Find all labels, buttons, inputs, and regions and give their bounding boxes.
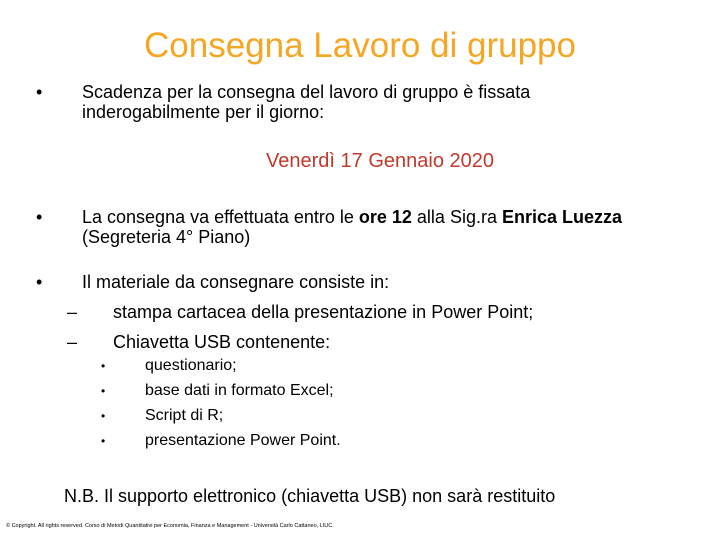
bullet-deadline-line1: Scadenza per la consegna del lavoro di gruppo è fissata (82, 82, 531, 102)
subsub-item-questionnaire: questionario; (145, 357, 237, 374)
bullet-marker: • (36, 207, 43, 227)
subsub-marker: • (101, 409, 106, 423)
sub-marker: – (67, 332, 78, 352)
bullet-marker: • (36, 82, 43, 102)
note-text: N.B. Il supporto elettronico (chiavetta USB) non sarà restituito (64, 486, 556, 506)
bullet-delivery-line2: (Segreteria 4° Piano) (82, 227, 251, 247)
slide-title: Consegna Lavoro di gruppo (144, 26, 576, 65)
delivery-text-a: La consegna va effettuata entro le (82, 207, 359, 227)
deadline-date: Venerdì 17 Gennaio 2020 (266, 150, 494, 172)
bullet-delivery-line1 (82, 207, 622, 227)
subsub-marker: • (101, 359, 106, 373)
delivery-time: ore 12 (358, 207, 412, 227)
copyright-footer: © Copyright. All rights reserved. Corso di Metodi Quantitativi per Economia, Finanza e Management - Università Carlo Cattaneo, LIUC. (6, 523, 334, 529)
subsub-marker: • (101, 384, 106, 398)
bullet-material-text: Il materiale da consegnare consiste in: (82, 272, 390, 292)
subsub-item-script: Script di R; (145, 407, 224, 424)
sub-marker: – (67, 302, 78, 322)
bullet-deadline-text (82, 82, 530, 122)
sub-item-usb: Chiavetta USB contenente: (113, 332, 331, 352)
subsub-marker: • (101, 434, 106, 448)
delivery-text-c: alla Sig.ra (411, 207, 502, 227)
subsub-item-excel: base dati in formato Excel; (145, 382, 334, 399)
subsub-item-presentation: presentazione Power Point. (145, 432, 341, 449)
bullet-marker: • (36, 272, 43, 292)
bullet-deadline-line2: inderogabilmente per il giorno: (82, 102, 325, 122)
delivery-person: Enrica Luezza (501, 207, 623, 227)
sub-item-print: stampa cartacea della presentazione in Power Point; (113, 302, 534, 322)
bullet-delivery-text (82, 207, 622, 247)
